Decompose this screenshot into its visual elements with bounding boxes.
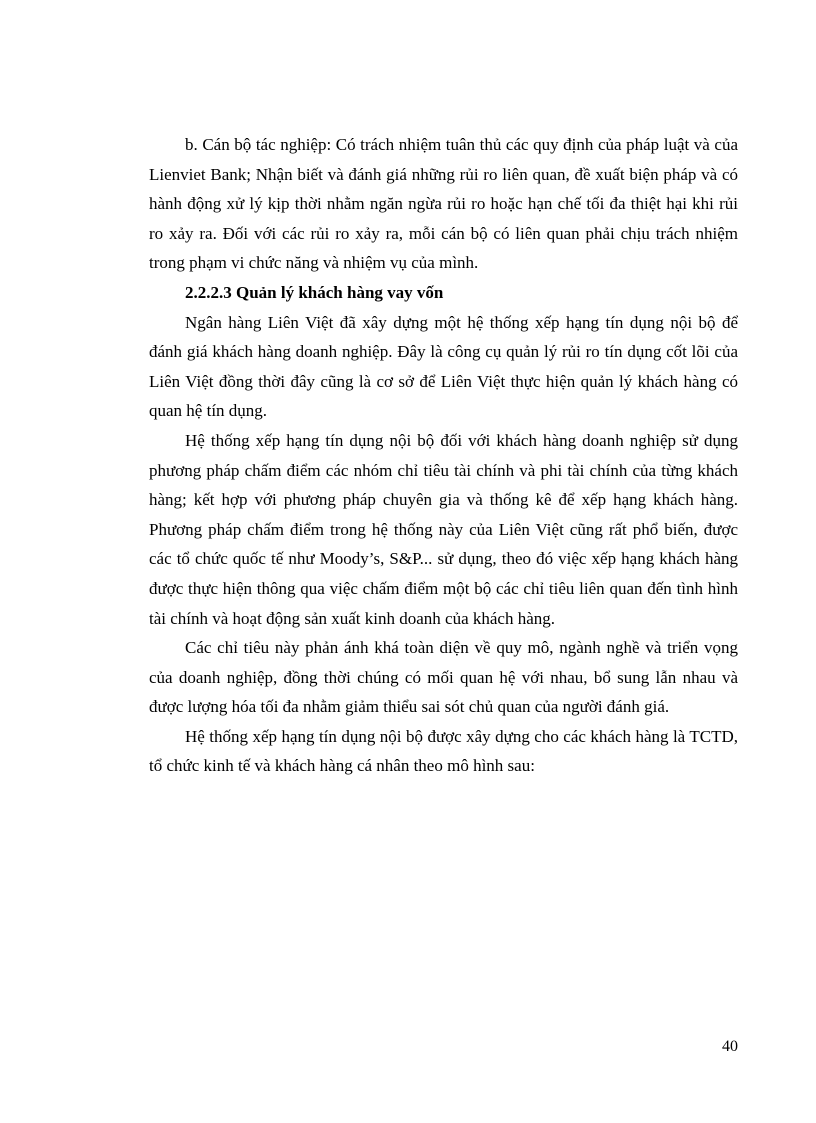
section-heading: 2.2.2.3 Quản lý khách hàng vay vốn — [185, 282, 444, 302]
paragraph-credit-rating-system: Ngân hàng Liên Việt đã xây dựng một hệ thống xếp hạng tín dụng nội bộ để đánh giá khách hàng doanh nghiệp. Đây là công cụ quản lý rủi ro tín dụng cốt lõi của Liên Việt đồng thời đây cũng là cơ sở để Liên Việt thực hiện quản lý khách hàng có quan hệ tín dụng. — [149, 312, 738, 421]
paragraph-indicators: Các chỉ tiêu này phản ánh khá toàn diện về quy mô, ngành nghề và triển vọng của doanh nghiệp, đồng thời chúng có mối quan hệ với nhau, bổ sung lẫn nhau và được lượng hóa tối đa nhằm giảm thiểu sai sót chủ quan của người đánh giá. — [149, 638, 738, 717]
page-body — [149, 130, 738, 781]
paragraph-operating-staff: b. Cán bộ tác nghiệp: Có trách nhiệm tuân thủ các quy định của pháp luật và của Lienviet Bank; Nhận biết và đánh giá những rủi ro liên quan, đề xuất biện pháp và có hành động xử lý kịp thời nhằm ngăn ngừa rủi ro hoặc hạn chế tối đa thiệt hại khi rủi ro xảy ra. Đối với các rủi ro xảy ra, mỗi cán bộ có liên quan phải chịu trách nhiệm trong phạm vi chức năng và nhiệm vụ của mình. — [149, 135, 738, 273]
paragraph-scoring-method: Hệ thống xếp hạng tín dụng nội bộ đối với khách hàng doanh nghiệp sử dụng phương pháp chấm điểm các nhóm chỉ tiêu tài chính và phi tài chính của từng khách hàng; kết hợp với phương pháp chuyên gia và thống kê để xếp hạng khách hàng. Phương pháp chấm điểm trong hệ thống này của Liên Việt cũng rất phổ biến, được các tổ chức quốc tế như Moody’s, S&P... sử dụng, theo đó việc xếp hạng khách hàng được thực hiện thông qua việc chấm điểm một bộ các chỉ tiêu liên quan đến tình hình tài chính và hoạt động sản xuất kinh doanh của khách hàng. — [149, 430, 738, 628]
paragraph-model-intro: Hệ thống xếp hạng tín dụng nội bộ được xây dựng cho các khách hàng là TCTD, tổ chức kinh tế và khách hàng cá nhân theo mô hình sau: — [149, 726, 738, 776]
page-number: 40 — [722, 1038, 738, 1055]
